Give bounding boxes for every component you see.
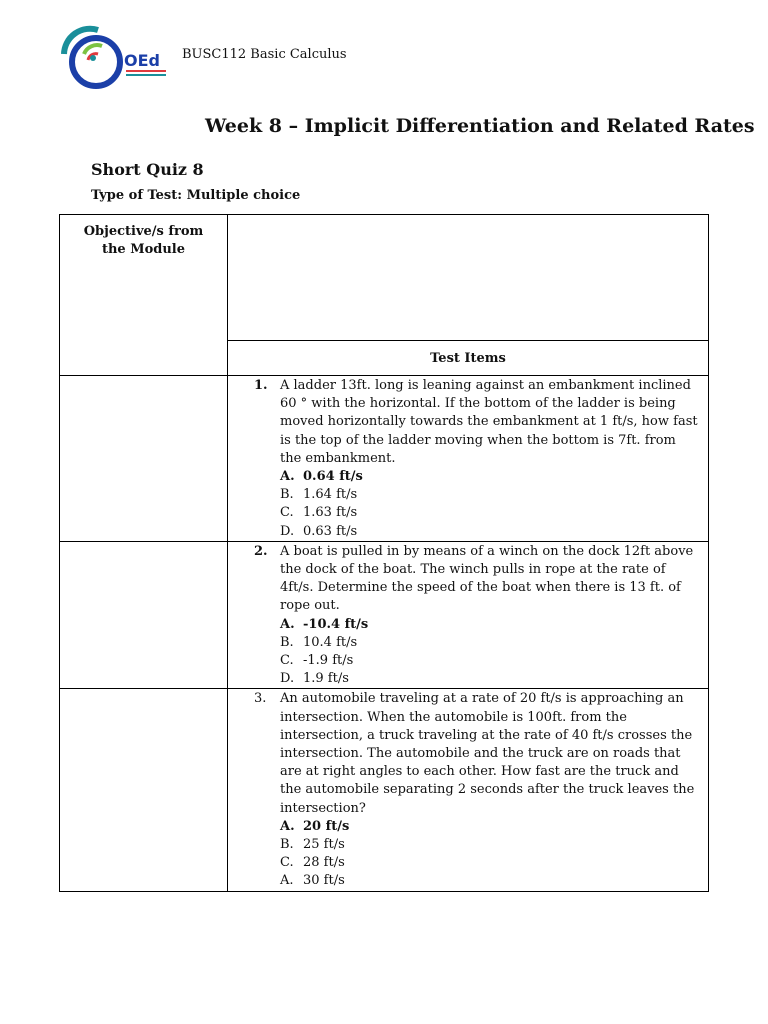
oed-logo	[58, 24, 170, 92]
question-cell	[228, 376, 709, 542]
choice	[280, 854, 698, 872]
quiz-table	[59, 214, 709, 892]
choice-text: 1.9 ft/s	[303, 671, 349, 687]
choice	[280, 486, 698, 504]
choice-letter: A.	[280, 873, 294, 889]
test-items-header: Test Items	[228, 341, 709, 376]
page-title: Week 8 – Implicit Differentiation and Related Rates	[205, 115, 755, 137]
choice	[280, 504, 698, 522]
question-text: A boat is pulled in by means of a winch on the dock 12ft above the dock of the boat. The winch pulls in rope at the rate of 4ft/s. Determine the speed of the boat when there is 13 ft. of rope out.	[280, 543, 694, 614]
choice	[280, 836, 698, 854]
question-item	[228, 542, 708, 689]
choice-letter: D.	[280, 523, 295, 539]
choice-letter: A.	[280, 818, 295, 834]
choice-text: -10.4 ft/s	[303, 616, 369, 632]
choice	[280, 523, 698, 541]
question-number: 3.	[254, 691, 267, 707]
choice-text: 20 ft/s	[303, 818, 350, 834]
choice-correct	[280, 616, 698, 634]
choice-letter: B.	[280, 487, 294, 503]
objective-cell	[60, 689, 228, 891]
choice	[280, 634, 698, 652]
choice-text: 28 ft/s	[303, 855, 345, 871]
choice-letter: C.	[280, 855, 294, 871]
choice-letter: C.	[280, 505, 294, 521]
quiz-subtitle: Short Quiz 8	[91, 160, 204, 179]
course-name: BUSC112 Basic Calculus	[182, 47, 347, 62]
choice-letter: D.	[280, 671, 295, 687]
choice-text: -1.9 ft/s	[303, 653, 354, 669]
objective-header: Objective/s from the Module	[60, 215, 228, 376]
choice-letter: C.	[280, 653, 294, 669]
choice-letter: B.	[280, 634, 294, 650]
choice-text: 1.64 ft/s	[303, 487, 358, 503]
test-type: Type of Test: Multiple choice	[91, 188, 301, 203]
question-item	[228, 689, 708, 890]
oed-logo-text: OEd	[124, 51, 160, 70]
objective-blank-cell	[228, 215, 709, 341]
choice-correct	[280, 468, 698, 486]
question-number: 2.	[254, 543, 268, 559]
choice-text: 0.63 ft/s	[303, 523, 358, 539]
choice-letter: A.	[280, 469, 295, 485]
choice	[280, 652, 698, 670]
choice-letter: B.	[280, 837, 294, 853]
question-number: 1.	[254, 378, 268, 393]
choice-text: 1.63 ft/s	[303, 505, 358, 521]
question-cell	[228, 689, 709, 891]
choice-letter: A.	[280, 616, 295, 632]
choice	[280, 670, 698, 688]
choice-correct	[280, 818, 698, 836]
choice-text: 30 ft/s	[303, 873, 345, 889]
objective-cell	[60, 376, 228, 542]
choice	[280, 872, 698, 890]
choice-text: 0.64 ft/s	[303, 469, 363, 485]
objective-cell	[60, 541, 228, 689]
choice-text: 10.4 ft/s	[303, 634, 358, 650]
question-text: An automobile traveling at a rate of 20 ft/s is approaching an intersection. When the automobile is 100ft. from the intersection, a truck traveling at the rate of 40 ft/s crosses the intersection. The automobile and the truck are on roads that are at right angles to each other. How fast are the truck and the automobile separating 2 seconds after the truck leaves the intersection?	[280, 691, 695, 816]
question-item	[228, 376, 708, 541]
question-cell	[228, 541, 709, 689]
question-text: A ladder 13ft. long is leaning against an embankment inclined 60 ° with the horizontal. If the bottom of the ladder is being moved horizontally towards the embankment at 1 ft/s, how fast is the top of the ladder moving when the bottom is 7ft. from the embankment.	[280, 378, 698, 466]
choice-text: 25 ft/s	[303, 837, 345, 853]
